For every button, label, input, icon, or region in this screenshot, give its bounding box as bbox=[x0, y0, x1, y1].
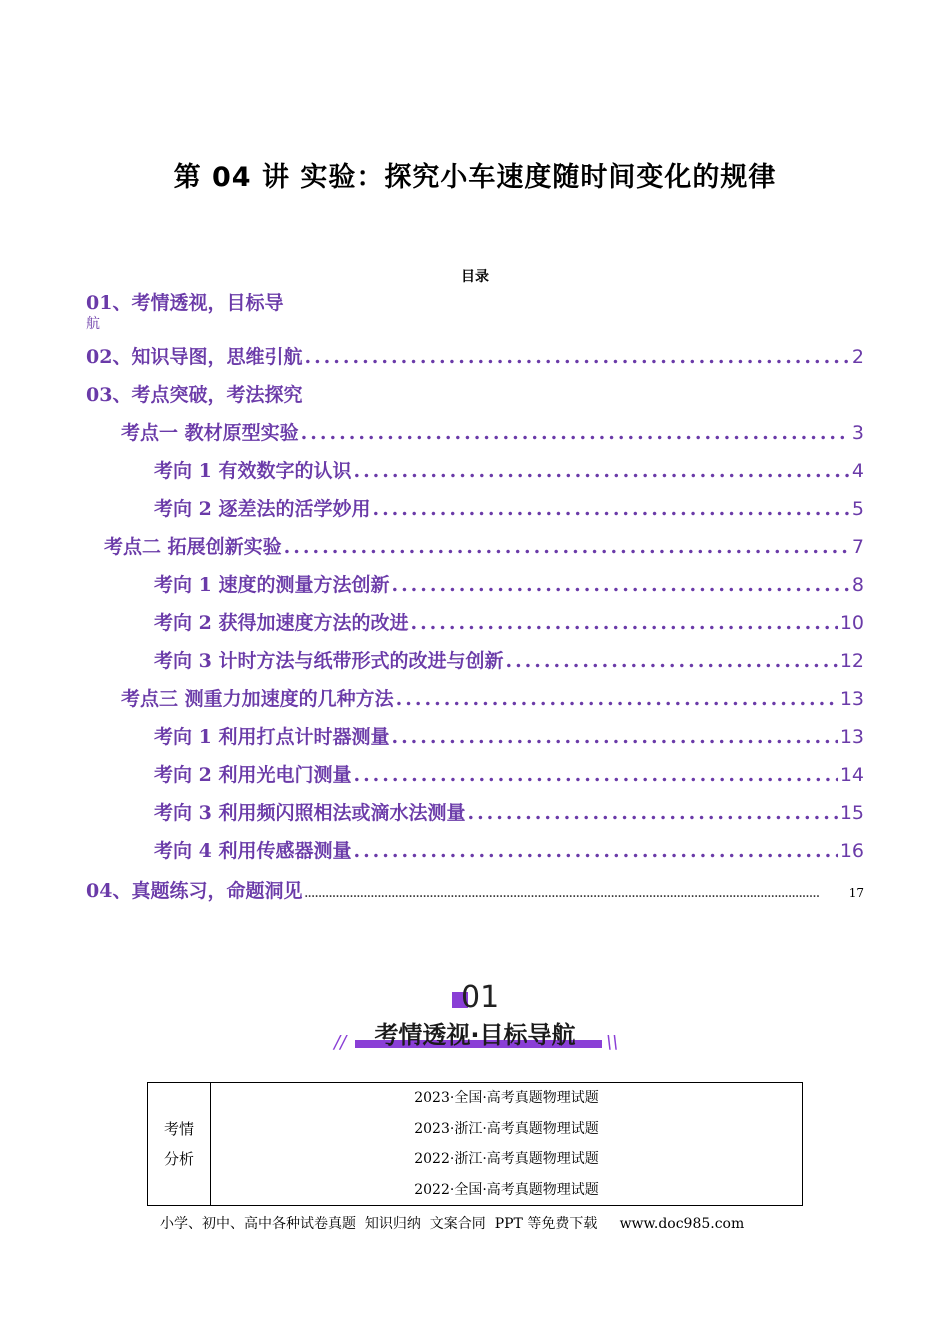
toc-item[interactable] bbox=[154, 608, 864, 635]
toc-page-number: 13 bbox=[839, 688, 864, 710]
analysis-header-line1: 考情 bbox=[163, 1120, 194, 1138]
toc-item-label: 考向 3 利用频闪照相法或滴水法测量 bbox=[154, 802, 466, 824]
toc-item-label: 考向 2 利用光电门测量 bbox=[154, 764, 352, 786]
analysis-row: 2023·全国·高考真题物理试题 bbox=[414, 1090, 599, 1106]
toc-page-number: 10 bbox=[839, 612, 864, 634]
toc-item-label: 考点三 测重力加速度的几种方法 bbox=[121, 688, 394, 710]
toc-leader-dots bbox=[505, 650, 837, 672]
toc-leader-dots bbox=[353, 764, 837, 786]
toc-leader-dots bbox=[304, 346, 849, 368]
toc-page-number: 12 bbox=[839, 650, 864, 672]
analysis-header-cell bbox=[148, 1083, 211, 1206]
toc-item[interactable] bbox=[154, 570, 864, 597]
toc-leader-dots bbox=[353, 840, 837, 862]
toc-item[interactable] bbox=[86, 380, 302, 407]
toc-item-label: 考向 1 有效数字的认识 bbox=[154, 460, 352, 482]
toc-page-number: 15 bbox=[839, 802, 864, 824]
toc-item-label: 考向 1 速度的测量方法创新 bbox=[154, 574, 390, 596]
toc-page-number: 17 bbox=[848, 886, 864, 900]
toc-item-label: 考向 1 利用打点计时器测量 bbox=[154, 726, 390, 748]
toc-heading: 目录 bbox=[461, 269, 489, 285]
analysis-body-cell bbox=[211, 1083, 803, 1206]
analysis-header-line2: 分析 bbox=[163, 1150, 194, 1168]
toc-item[interactable] bbox=[154, 456, 864, 483]
toc-leader-dots bbox=[284, 536, 850, 558]
badge-left-mark: // bbox=[334, 1032, 347, 1053]
toc-item[interactable] bbox=[154, 494, 864, 521]
toc-item-label: 03、考点突破，考法探究 bbox=[86, 384, 303, 406]
toc-item-label: 考点一 教材原型实验 bbox=[121, 422, 299, 444]
toc-page-number: 8 bbox=[851, 574, 864, 596]
toc-item[interactable] bbox=[154, 722, 864, 749]
toc-leader-dots bbox=[391, 726, 837, 748]
toc-page-number: 14 bbox=[839, 764, 864, 786]
toc-item-label: 02、知识导图，思维引航 bbox=[86, 346, 303, 368]
section-number: 01 bbox=[461, 980, 500, 1015]
toc-item[interactable] bbox=[104, 532, 864, 559]
page-title: 第 04 讲 实验：探究小车速度随时间变化的规律 bbox=[173, 162, 777, 193]
toc-item-label: 01、考情透视，目标导 bbox=[86, 292, 284, 314]
toc-page-number: 13 bbox=[839, 726, 864, 748]
toc-item[interactable] bbox=[154, 836, 864, 863]
analysis-row: 2023·浙江·高考真题物理试题 bbox=[414, 1120, 599, 1137]
toc-item[interactable] bbox=[121, 684, 864, 711]
toc-item-label-wrap: 航 bbox=[86, 316, 100, 332]
section-title: 考情透视·目标导航 bbox=[374, 1021, 576, 1049]
page-footer: 小学、初中、高中各种试卷真题 知识归纳 文案合同 PPT 等免费下载 www.doc985.com bbox=[160, 1216, 745, 1232]
toc-item-label: 考点二 拓展创新实验 bbox=[104, 536, 282, 558]
analysis-row: 2022·全国·高考真题物理试题 bbox=[414, 1181, 599, 1198]
toc-leader-dots bbox=[353, 460, 849, 482]
toc-page-number: 4 bbox=[851, 460, 864, 482]
toc-leader-dots bbox=[391, 574, 849, 596]
toc-item[interactable] bbox=[86, 342, 864, 369]
toc-page-number: 2 bbox=[851, 346, 864, 368]
toc-item[interactable] bbox=[154, 646, 864, 673]
toc-item-label: 考向 3 计时方法与纸带形式的改进与创新 bbox=[154, 650, 504, 672]
toc-leader-dots bbox=[467, 802, 837, 824]
toc-item[interactable] bbox=[154, 798, 864, 825]
toc-leader-dots bbox=[410, 612, 837, 634]
toc-page-number: 7 bbox=[851, 536, 864, 558]
toc-page-number: 3 bbox=[851, 422, 864, 444]
toc-item[interactable] bbox=[121, 418, 864, 445]
toc-page-number: 5 bbox=[851, 498, 864, 520]
toc-item[interactable] bbox=[154, 760, 864, 787]
analysis-table bbox=[147, 1082, 803, 1206]
toc-leader-dots bbox=[304, 889, 846, 900]
toc-item-label: 04、真题练习，命题洞见 bbox=[86, 880, 303, 902]
toc-leader-dots bbox=[396, 688, 838, 710]
toc-item-label: 考向 4 利用传感器测量 bbox=[154, 840, 352, 862]
toc-item-label: 考向 2 逐差法的活学妙用 bbox=[154, 498, 371, 520]
toc-page-number: 16 bbox=[839, 840, 864, 862]
toc-item[interactable] bbox=[86, 876, 864, 903]
analysis-row: 2022·浙江·高考真题物理试题 bbox=[414, 1151, 599, 1167]
badge-right-mark: \\ bbox=[606, 1032, 619, 1053]
toc-leader-dots bbox=[301, 422, 850, 444]
toc-leader-dots bbox=[372, 498, 849, 520]
toc-item-label: 考向 2 获得加速度方法的改进 bbox=[154, 612, 409, 634]
toc-item[interactable] bbox=[86, 288, 283, 315]
